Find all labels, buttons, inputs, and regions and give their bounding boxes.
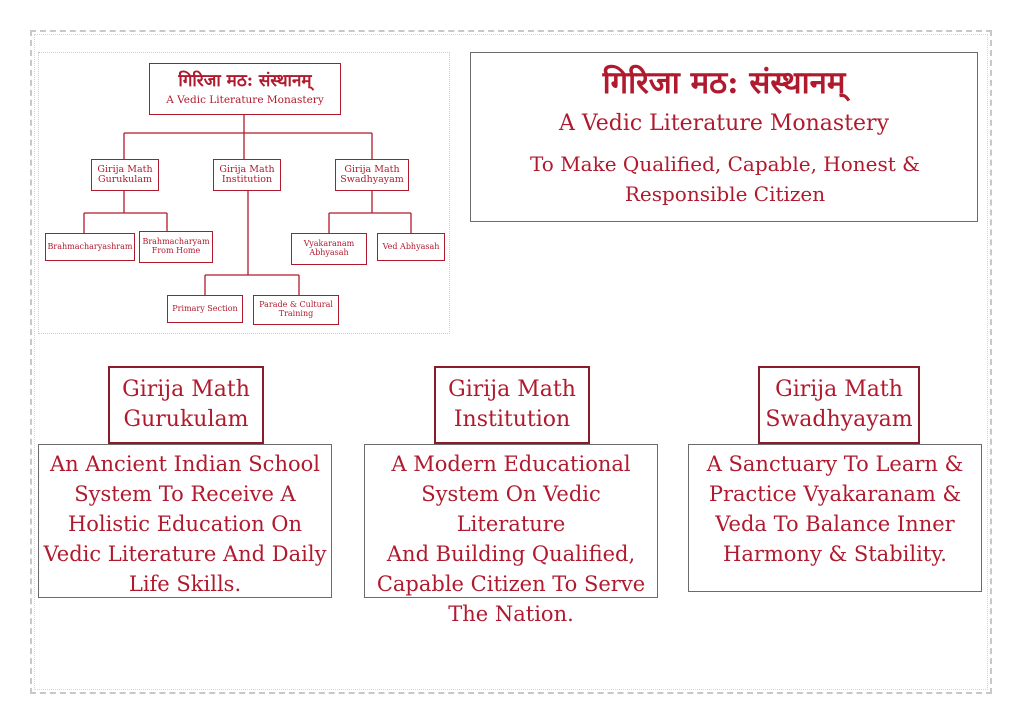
mission-line: To Make Qualified, Capable, Honest & (530, 152, 920, 176)
title-hindi: गिरिजा मठ: संस्थानम् (602, 65, 846, 101)
description-line: Practice Vyakaranam & (708, 482, 962, 506)
org-node-label: Brahmacharyashram (47, 241, 133, 251)
org-node-swadhyayam (335, 159, 409, 191)
description-gurukulam (38, 444, 332, 598)
description-institution (364, 444, 658, 626)
description-line: Vedic Literature And Daily (43, 542, 327, 566)
description-line: An Ancient Indian School (50, 452, 320, 476)
org-node-label: Abhyasah (309, 248, 349, 257)
org-node-label: Girija Math (97, 163, 153, 175)
heading-gurukulam (108, 366, 264, 444)
org-node-institution (213, 159, 281, 191)
org-node-label: Gurukulam (98, 174, 152, 185)
org-node-label: Vyakaranam (303, 239, 355, 249)
description-line: And Building Qualified, (386, 542, 636, 566)
org-root-english: A Vedic Literature Monastery (166, 93, 324, 106)
org-node-label: From Home (151, 246, 201, 255)
heading-line: Gurukulam (123, 407, 249, 432)
org-node-ved-abhyasah (377, 233, 445, 261)
mission-line: Responsible Citizen (624, 182, 826, 206)
description-line: Veda To Balance Inner (715, 512, 955, 536)
org-node-label: Parade & Cultural (259, 300, 333, 310)
description-line: Life Skills. (128, 572, 242, 596)
heading-line: Girija Math (448, 377, 576, 402)
org-node-label: Girija Math (344, 163, 400, 175)
description-line: Holistic Education On (67, 512, 303, 536)
org-node-primary-section (167, 295, 243, 323)
org-node-brahmacharyam-from-home (139, 231, 213, 263)
org-node-label: Swadhyayam (340, 174, 404, 185)
org-root-node (149, 63, 341, 115)
org-node-vyakaranam (291, 233, 367, 265)
description-line: System On Vedic Literature (421, 482, 601, 536)
heading-line: Swadhyayam (765, 407, 913, 432)
org-node-label: Training (278, 309, 314, 318)
org-node-label: Girija Math (219, 163, 275, 175)
heading-line: Institution (453, 407, 571, 432)
org-node-label: Institution (221, 174, 273, 185)
org-node-label: Brahmacharyam (142, 237, 210, 247)
description-swadhyayam (688, 444, 982, 592)
heading-line: Girija Math (775, 377, 903, 402)
heading-swadhyayam (758, 366, 920, 444)
mission-statement (501, 149, 949, 209)
title-box (470, 52, 978, 222)
heading-institution (434, 366, 590, 444)
org-node-label: Ved Abhyasah (382, 241, 440, 251)
description-line: Capable Citizen To Serve (376, 572, 646, 596)
org-root-hindi: गिरिजा मठ: संस्थानम् (178, 70, 312, 91)
description-line: System To Receive A (74, 482, 296, 506)
org-node-brahmacharyashram (45, 233, 135, 261)
description-line: A Sanctuary To Learn & (706, 452, 964, 476)
org-node-label: Primary Section (172, 303, 238, 313)
heading-line: Girija Math (122, 377, 250, 402)
title-subtitle: A Vedic Literature Monastery (558, 111, 890, 136)
description-line: The Nation. (448, 602, 574, 626)
org-chart (38, 52, 450, 334)
description-line: A Modern Educational (391, 452, 631, 476)
description-line: Harmony & Stability. (723, 542, 947, 566)
org-node-gurukulam (91, 159, 159, 191)
org-node-parade-cultural (253, 295, 339, 325)
